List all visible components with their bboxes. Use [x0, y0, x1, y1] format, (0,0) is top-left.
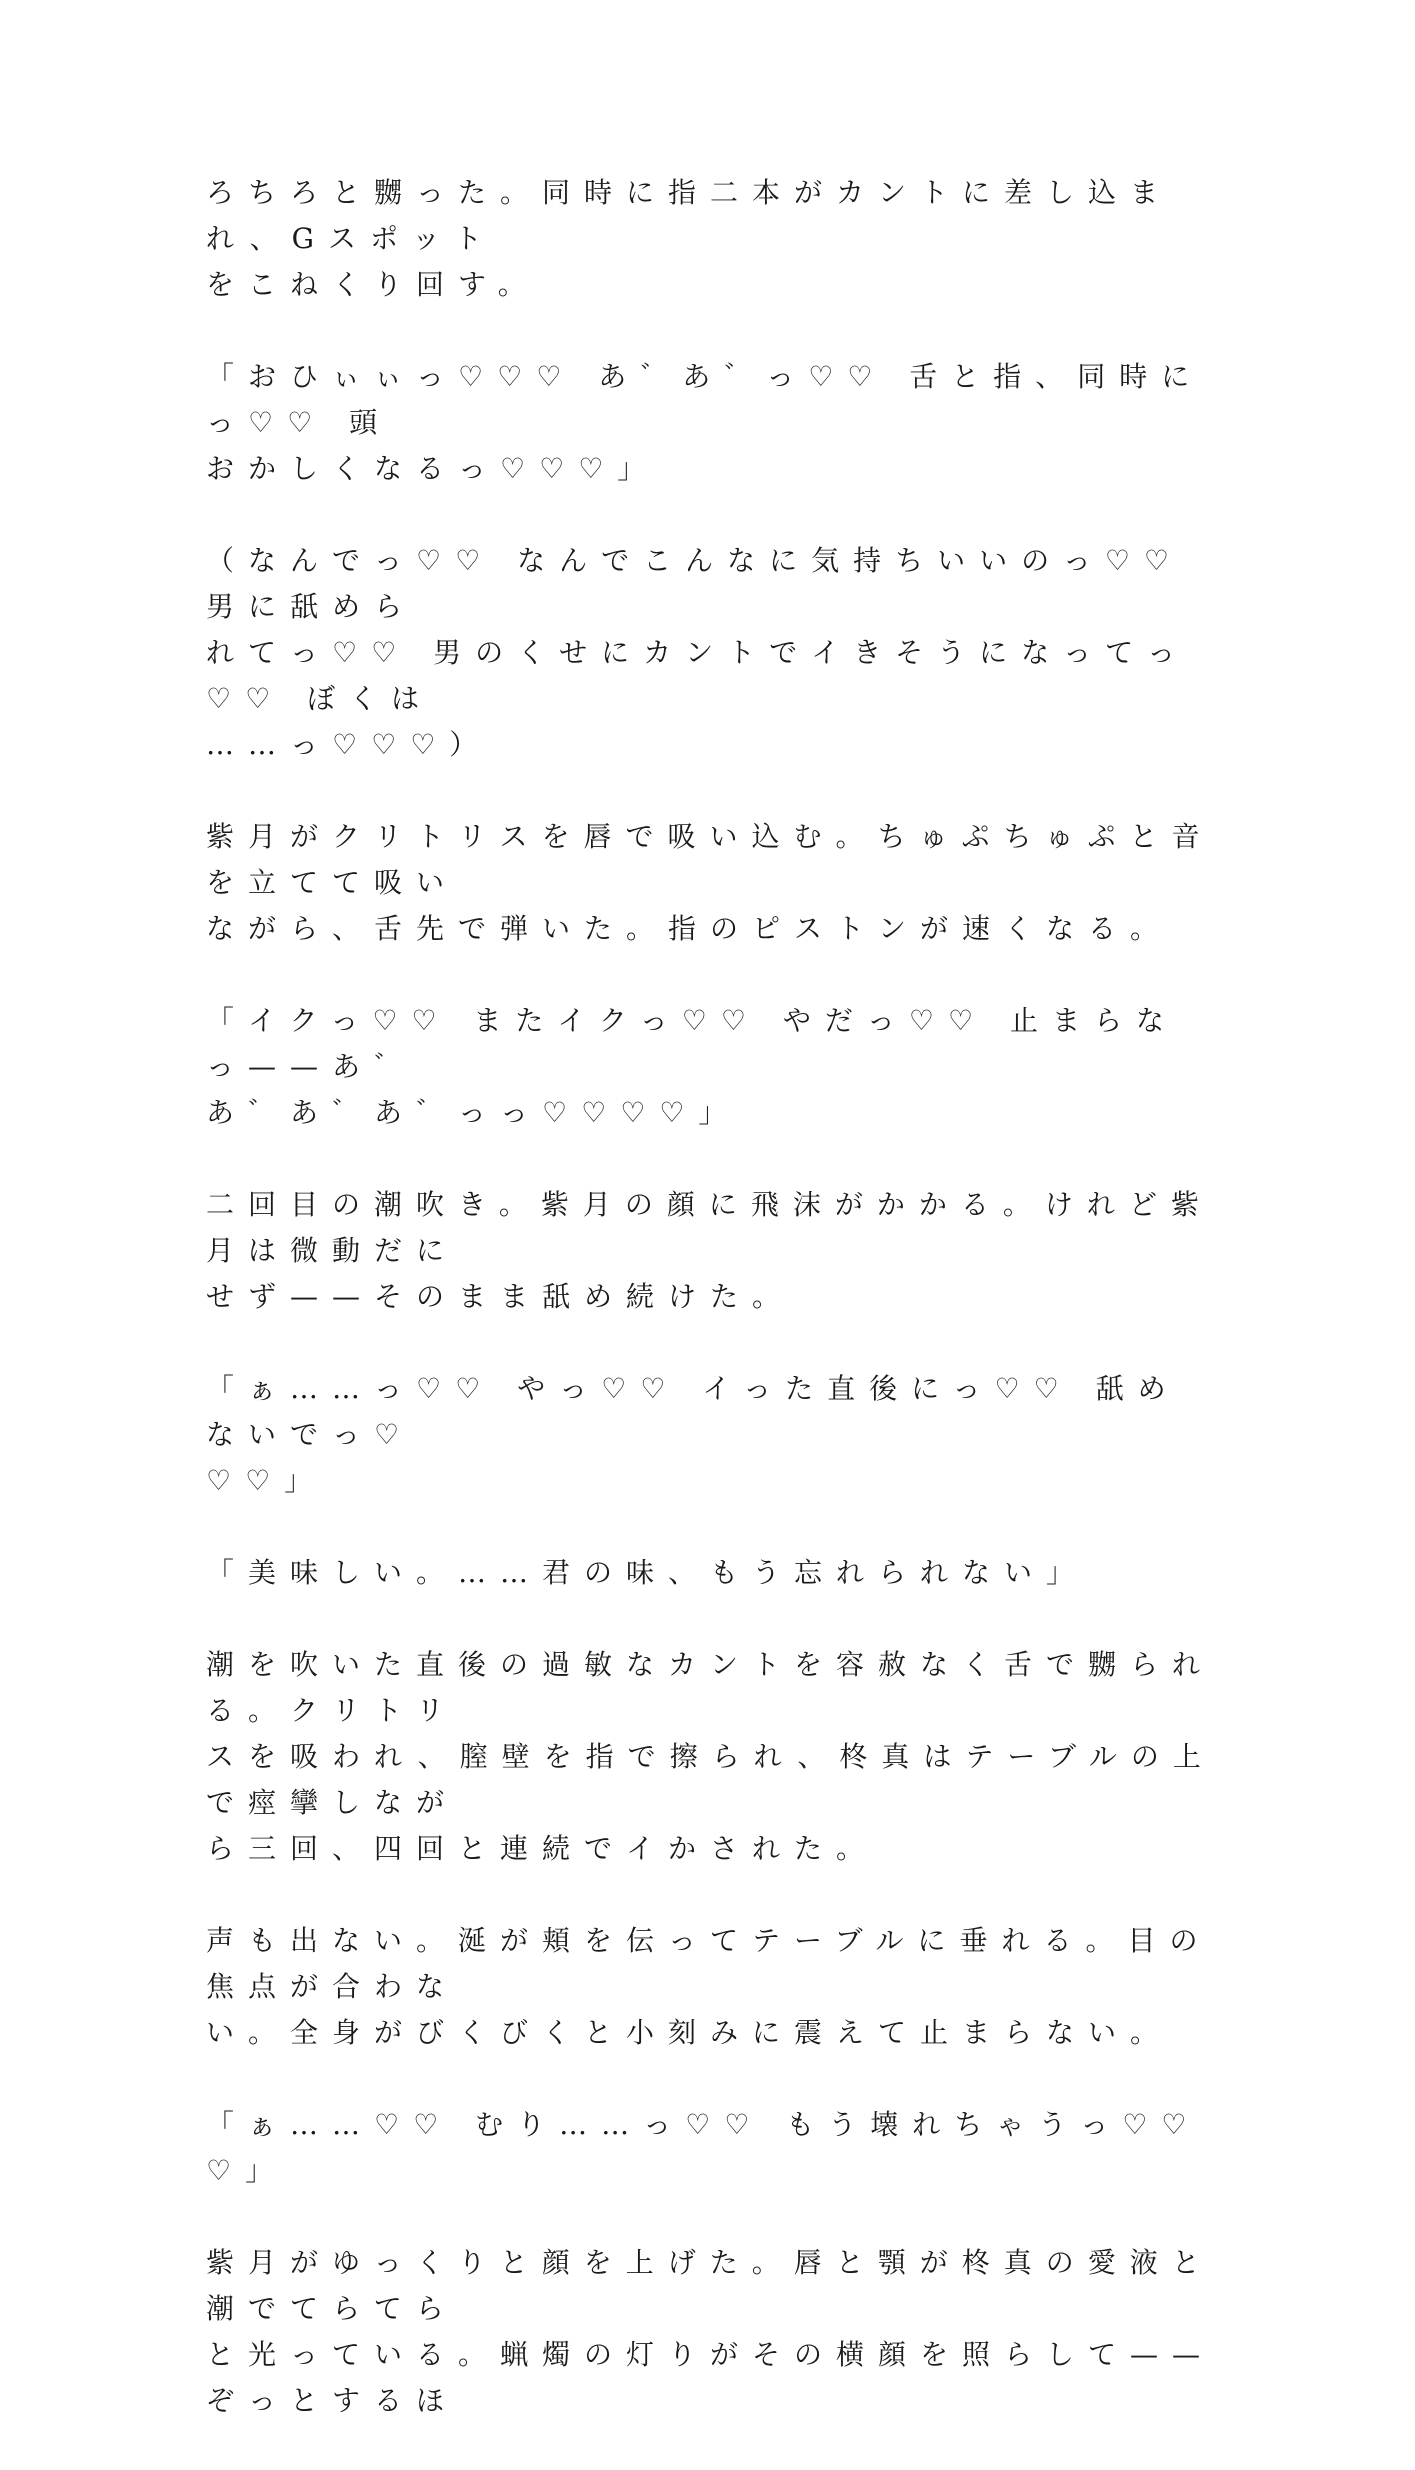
paragraph	[206, 998, 1216, 1136]
text-line: 「イクっ♡♡ またイクっ♡♡ やだっ♡♡ 止まらなっ——あ゛	[206, 1004, 1178, 1083]
text-line: をこねくり回す。	[206, 268, 540, 301]
text-line: 紫月がゆっくりと顔を上げた。唇と顎が柊真の愛液と潮でてらてら	[206, 2246, 1214, 2325]
text-line: ろちろと嬲った。同時に指二本がカントに差し込まれ、Gスポット	[206, 176, 1173, 255]
paragraph	[206, 538, 1216, 768]
paragraph	[206, 1642, 1216, 1872]
text-line: 二回目の潮吹き。紫月の顔に飛沫がかかる。けれど紫月は微動だに	[206, 1188, 1213, 1267]
paragraph	[206, 2240, 1216, 2424]
text-line: 「美味しい。……君の味、もう忘れられない」	[206, 1556, 1089, 1589]
text-line: 潮を吹いた直後の過敏なカントを容赦なく舌で嬲られる。クリトリ	[206, 1648, 1215, 1727]
text-line: 声も出ない。涎が頬を伝ってテーブルに垂れる。目の焦点が合わな	[206, 1924, 1212, 2003]
paragraph	[206, 354, 1216, 492]
paragraph	[206, 814, 1216, 952]
paragraph	[206, 2102, 1216, 2194]
text-line: ながら、舌先で弾いた。指のピストンが速くなる。	[206, 912, 1173, 945]
text-line: れてっ♡♡ 男のくせにカントでイきそうになってっ♡♡ ぼくは	[206, 636, 1190, 715]
text-line: ……っ♡♡♡）	[206, 728, 492, 761]
text-line: 「ぁ……♡♡ むり……っ♡♡ もう壊れちゃうっ♡♡♡」	[206, 2108, 1201, 2187]
text-line: スを吸われ、膣壁を指で擦られ、柊真はテーブルの上で痙攣しなが	[206, 1740, 1215, 1819]
paragraph	[206, 1550, 1216, 1596]
text-line: 「おひぃぃっ♡♡♡ あ゛あ゛っ♡♡ 舌と指、同時にっ♡♡ 頭	[206, 360, 1204, 439]
text-line: 紫月がクリトリスを唇で吸い込む。ちゅぷちゅぷと音を立てて吸い	[206, 820, 1214, 899]
paragraph	[206, 1182, 1216, 1320]
text-line: と光っている。蝋燭の灯りがその横顔を照らして——ぞっとするほ	[206, 2338, 1215, 2417]
document-page	[206, 170, 1216, 2470]
text-line: （なんでっ♡♡ なんでこんなに気持ちいいのっ♡♡ 男に舐めら	[206, 544, 1206, 623]
text-line: おかしくなるっ♡♡♡」	[206, 452, 660, 485]
paragraph	[206, 170, 1216, 308]
paragraph	[206, 1366, 1216, 1504]
text-line: ら三回、四回と連続でイかされた。	[206, 1832, 879, 1865]
text-line: あ゛あ゛あ゛っっ♡♡♡♡」	[206, 1096, 741, 1129]
paragraph	[206, 1918, 1216, 2056]
text-line: 「ぁ……っ♡♡ やっ♡♡ イった直後にっ♡♡ 舐めないでっ♡	[206, 1372, 1180, 1451]
text-line: い。全身がびくびくと小刻みに震えて止まらない。	[206, 2016, 1173, 2049]
text-line: ♡♡」	[206, 1464, 327, 1497]
text-line: せず——そのまま舐め続けた。	[206, 1280, 795, 1313]
